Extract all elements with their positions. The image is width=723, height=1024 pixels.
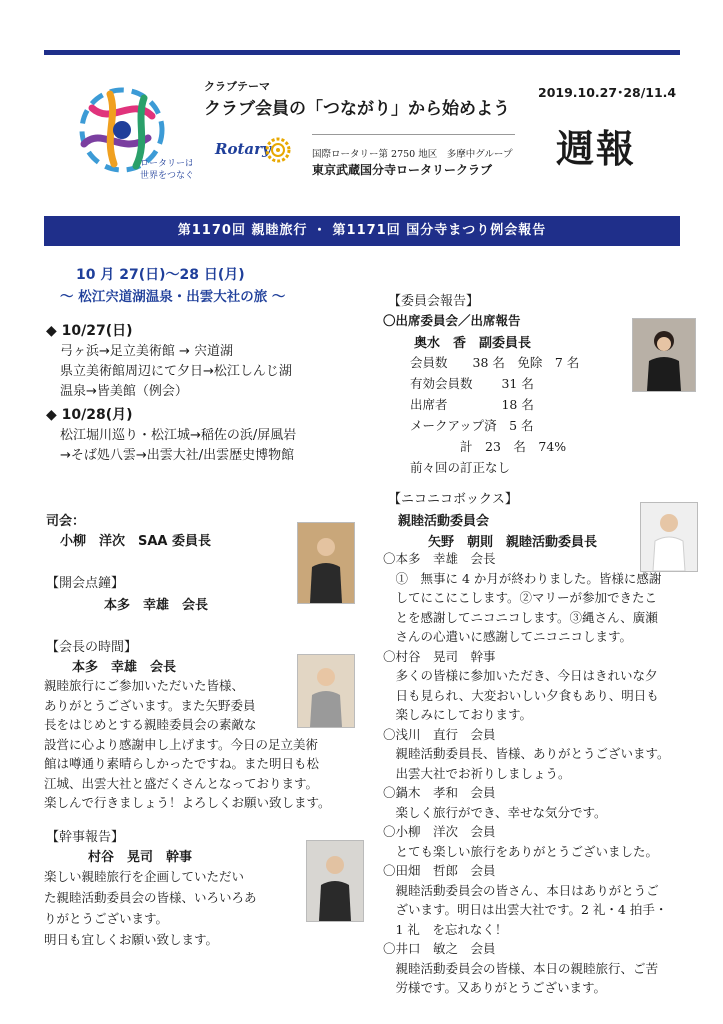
day1-itinerary [60,342,292,402]
report-line: た親睦活動委員会の皆様、いろいろあ [44,890,257,905]
niko-line: 楽しみにしております。 [383,707,533,722]
day2-label: 10/28(月) [61,407,133,423]
logo-text-1: ロータリーは [140,159,192,169]
club-name: 東京武蔵国分寺ロータリークラブ [312,163,493,177]
niko-line: 〇田畑 哲郎 会員 [383,863,496,878]
rotary-wordmark: Rotary [215,140,271,158]
report-line: りがとうございます。 [44,911,169,926]
niko-line: 出雲大社でお祈りしましょう。 [383,765,571,781]
itinerary-line: 松江堀川巡り・松江城→稲佐の浜/屏風岩 [60,428,297,443]
niko-committee: 親睦活動委員会 [398,514,490,529]
photo-secretary [306,840,364,922]
secretary-label: 【幹事報告】 [46,830,125,845]
secretary-report [44,866,257,950]
stat-line: メークアップ済 5 名 [410,418,534,433]
niko-line: 多くの皆様に参加いただき、今日はきれいな夕 [383,668,658,683]
issue-date: 2019.10.27･28/11.4 [538,85,677,100]
president-name: 本多 幸雄 会長 [72,660,177,675]
niko-line: 〇井口 敏之 会員 [383,941,496,956]
niko-messages [383,549,670,998]
stat-line: 計 23 名 74% [410,439,567,454]
speech-line: 楽しんで行きましょう！よろしくお願い致します。 [44,795,331,810]
theme-label: クラブテーマ [204,80,270,93]
mc-name: 小柳 洋次 SAA 委員長 [60,534,212,549]
niko-line: 楽しく旅行ができ、幸せな気分です。 [383,804,607,820]
niko-line: 親睦活動委員会の皆さん、本日はありがとうご [383,882,659,898]
opening-name: 本多 幸雄 会長 [104,598,209,613]
stat-line: 出席者 18 名 [410,397,534,412]
niko-line: ざいます。明日は出雲大社です。2 礼・4 拍手・ [383,902,668,917]
speech-line: 江城、出雲大社と盛だくさんとなっております。 [44,775,319,791]
attendance-name: 奥水 香 副委員長 [414,336,532,351]
niko-line: 〇浅川 直行 会員 [383,726,496,742]
stat-line: 有効会員数 31 名 [410,376,534,391]
speech-line: ありがとうございます。また矢野委員 [44,697,256,713]
rotary-theme-logo [52,86,192,194]
day2-heading: ◆ 10/28(月) [46,407,133,423]
speech-line: 設営に心より感謝申し上げます。今日の足立美術 [44,736,319,752]
niko-line: 〇村谷 晃司 幹事 [383,648,496,664]
niko-line: とても楽しい旅行をありがとうございました。 [383,843,659,859]
speech-line: 親睦旅行にご参加いただいた皆様、 [44,678,245,693]
itinerary-line: →そば処八雲→出雲大社/出雲歴史博物館 [60,448,295,463]
niko-line: 〇本多 幸雄 会長 [383,551,496,566]
meeting-banner: 第1170回 親睦旅行 ・ 第1171回 国分寺まつり例会報告 [44,216,680,246]
logo-text-2: 世界をつなぐ [140,171,192,181]
photo-mc [297,522,355,604]
speech-line: 長をはじめとする親睦委員会の素敵な [44,717,257,732]
niko-line: 1 礼 を忘れなく！ [383,921,508,937]
header-divider [312,134,515,135]
mc-label: 司会： [46,514,86,529]
niko-line: 親睦活動委員会の皆様、本日の親睦旅行、ご苦 [383,960,659,976]
top-rule [44,50,680,55]
report-line: 楽しい親睦旅行を企画していただい [44,869,245,884]
trip-date: 10 月 27(日)～28 日(月) [76,267,245,283]
itinerary-line: 弓ヶ浜→足立美術館 → 宍道湖 [60,344,234,359]
niko-line: 労様です。又ありがとうございます。 [383,980,607,995]
niko-line: ① 無事に 4 か月が終わりました。皆様に感謝 [383,570,662,586]
president-label: 【会長の時間】 [46,640,138,655]
niko-line: 〇小柳 洋次 会員 [383,824,496,839]
niko-line: さんの心遣いに感謝してニコニコします。 [383,629,633,644]
stat-line: 会員数 38 名 免除 7 名 [410,355,580,370]
itinerary-line: 温泉→皆美館（例会） [60,384,188,399]
president-speech [44,676,331,813]
itinerary-line: 県立美術館周辺にて夕日→松江しんじ湖 [60,364,292,379]
niko-line: とを感謝してニコニコします。③縄さん、廣瀬 [383,609,658,625]
speech-line: 館は噂通り素晴らしかったですね。また明日も松 [44,756,320,771]
niko-line: 日も見られ、大変おいしい夕食もあり、明日も [383,687,659,703]
report-line: 明日も宜しくお願い致します。 [44,932,219,947]
theme-title: クラブ会員の「つながり」から始めよう [204,99,510,119]
stat-line: 前々回の訂正なし [410,460,511,475]
rotary-wheel-icon [265,137,291,163]
day1-heading: ◆ 10/27(日) [46,323,133,339]
day1-label: 10/27(日) [61,323,133,339]
day2-itinerary [60,426,296,466]
niko-line: 親睦活動委員長、皆様、ありがとうございます。 [383,746,670,761]
niko-label: 【ニコニコボックス】 [388,492,518,507]
opening-label: 【開会点鐘】 [46,576,125,591]
trip-subtitle: ～ 松江宍道湖温泉・出雲大社の旅 ～ [60,289,286,305]
secretary-name: 村谷 晃司 幹事 [88,850,193,865]
weekly-title: 週報 [556,127,637,171]
district-text: 国際ロータリー第 2750 地区 多摩中グループ [312,149,513,160]
committee-label: 【委員会報告】 [388,294,480,309]
attendance-stats [410,352,579,478]
photo-attendance [632,318,696,392]
niko-line: 〇鍋木 孝和 会員 [383,785,496,800]
niko-line: してにこにこします。②マリーが参加できたこ [383,590,658,605]
attendance-title: 〇出席委員会／出席報告 [383,313,521,328]
niko-chair: 矢野 朝則 親睦活動委員長 [428,535,598,550]
